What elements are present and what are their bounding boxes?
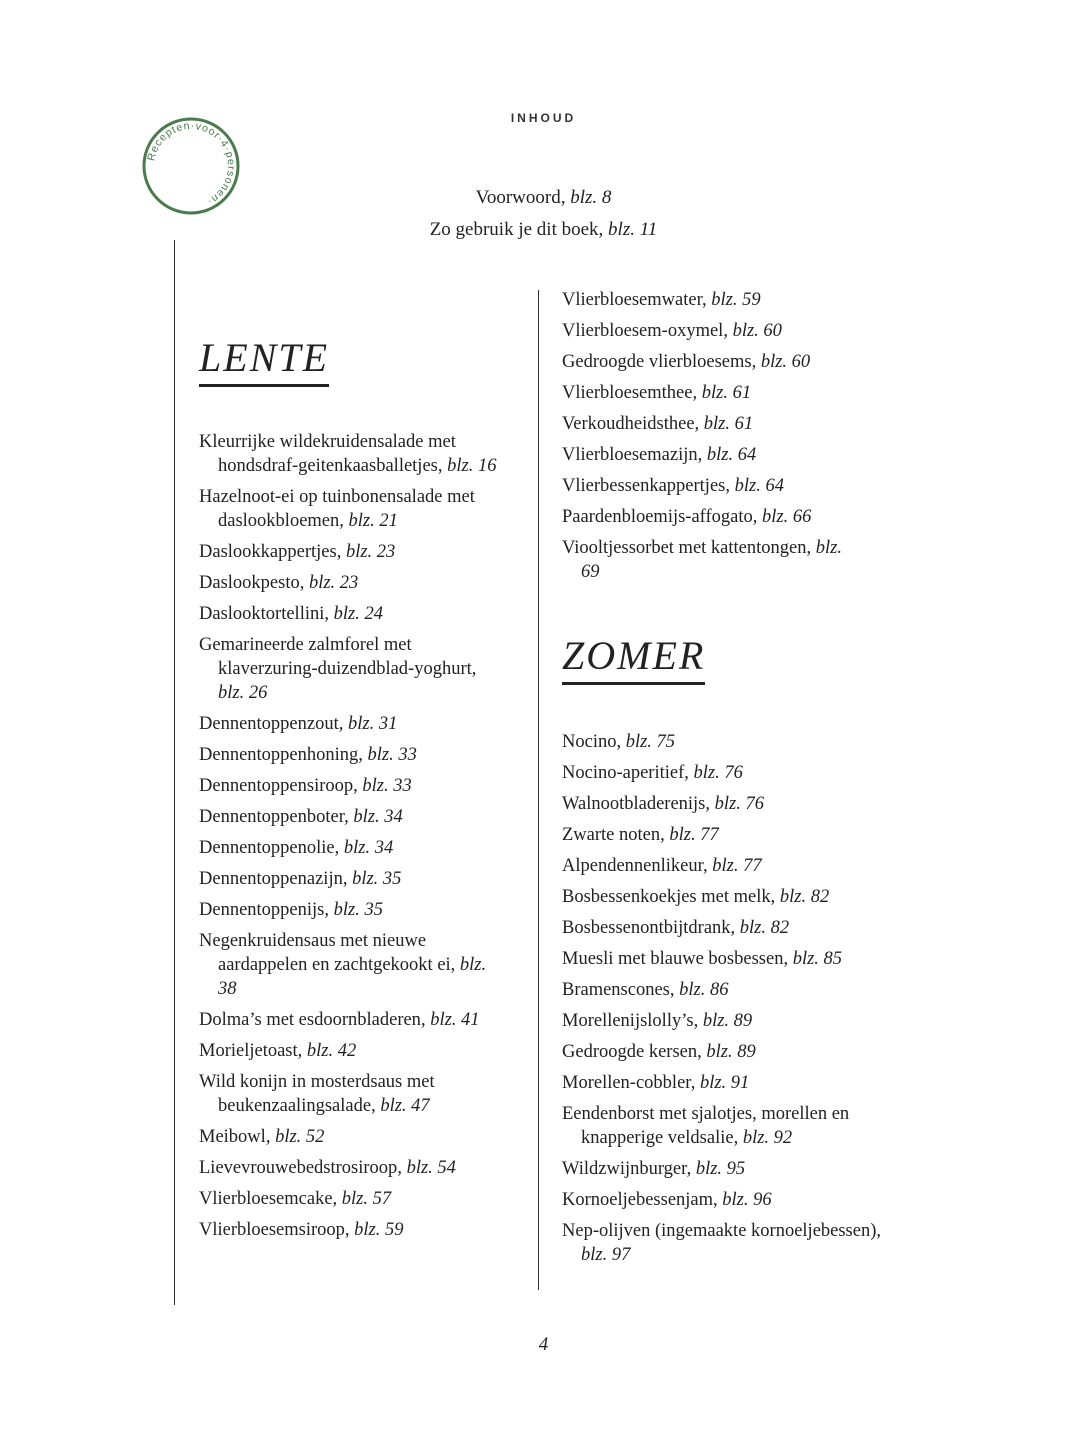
toc-entry-title: Negenkruidensaus met nieuwe aardappelen en zachtgekookt ei [199, 931, 451, 975]
toc-entry-title: Wildzwijnburger [562, 1159, 687, 1179]
toc-entry-title: Nocino [562, 732, 617, 752]
toc-entry-title: Dolma’s met esdoornbladeren [199, 1010, 421, 1030]
toc-entry-title: Nep-olijven (ingemaakte kornoeljebessen) [562, 1221, 877, 1241]
toc-entry-title: Vlierbloesemsiroop [199, 1220, 345, 1240]
toc-entry[interactable]: Vlierbloesem-oxymel, blz. 60 [562, 321, 782, 341]
toc-entry-title: Meibowl [199, 1127, 266, 1147]
intro-entry-how-to-use[interactable]: Zo gebruik je dit boek, blz. 11 [429, 219, 658, 240]
toc-entry-page: blz. 77 [712, 856, 762, 876]
column-divider-right [538, 290, 539, 1290]
toc-entry-page: blz. 34 [353, 807, 403, 827]
toc-entry-page: blz. 59 [354, 1220, 404, 1240]
toc-entry[interactable]: Vlierbloesemsiroop, blz. 59 [199, 1220, 404, 1240]
toc-entry-page: blz. 85 [792, 949, 843, 969]
toc-entry-page: blz. 35 [352, 869, 402, 889]
toc-entry-title: Dennentoppenhoning [199, 745, 359, 765]
toc-entry[interactable]: Verkoudheidsthee, blz. 61 [562, 414, 754, 434]
toc-entry[interactable]: Daslookkappertjes, blz. 23 [199, 542, 396, 562]
toc-entry-title: Dennentoppenazijn [199, 869, 343, 889]
page-number: 4 [538, 1334, 549, 1355]
toc-entry-title: Vlierbloesemthee [562, 383, 693, 403]
toc-entry-page: blz. 86 [679, 980, 729, 1000]
toc-entry-page: blz. 16 [447, 456, 497, 476]
toc-entry-title: Hazelnoot-ei op tuinbonensalade met daslookbloemen [199, 487, 475, 531]
toc-entry[interactable]: Gemarineerde zalmforel met klaverzuring-duizendblad-yoghurt, blz. 26 [199, 635, 477, 703]
toc-entry-page: blz. 52 [275, 1127, 325, 1147]
toc-entry[interactable]: Lievevrouwebedstrosiroop, blz. 54 [199, 1158, 456, 1178]
toc-entry[interactable]: Wild konijn in mosterdsaus met beukenzaalingsalade, blz. 47 [199, 1072, 435, 1116]
recipe-list-lente-continued [562, 288, 862, 591]
toc-entry-title: Vlierbloesemazijn [562, 445, 698, 465]
toc-entry[interactable]: Dennentoppenolie, blz. 34 [199, 838, 394, 858]
toc-entry-title: Vlierbloesemcake [199, 1189, 333, 1209]
toc-entry[interactable]: Viooltjessorbet met kattentongen, blz. 69 [562, 538, 842, 582]
toc-entry-title: Morellen-cobbler [562, 1073, 691, 1093]
toc-entry[interactable]: Bosbessenkoekjes met melk, blz. 82 [562, 887, 830, 907]
toc-entry[interactable]: Nep-olijven (ingemaakte kornoeljebessen), blz. 97 [562, 1221, 882, 1265]
toc-entry-page: blz. 33 [362, 776, 412, 796]
toc-entry-title: Zwarte noten [562, 825, 661, 845]
toc-entry-title: Dennentoppenolie [199, 838, 335, 858]
toc-entry-page: blz. 89 [702, 1011, 753, 1031]
toc-entry-title: Morellenijslolly’s [562, 1011, 694, 1031]
toc-entry-page: blz. 64 [706, 445, 757, 465]
toc-entry-page: blz. 82 [739, 918, 790, 938]
toc-entry-page: blz. 76 [693, 763, 743, 783]
toc-entry-title: Bramenscones [562, 980, 670, 1000]
toc-entry[interactable]: Dennentoppenazijn, blz. 35 [199, 869, 402, 889]
toc-entry-title: Wild konijn in mosterdsaus met beukenzaalingsalade [199, 1072, 435, 1116]
toc-entry-title: Bosbessenkoekjes met melk [562, 887, 771, 907]
recipe-list-zomer [562, 730, 882, 1274]
toc-entry-page: blz. 24 [333, 604, 383, 624]
toc-entry-page: blz. 82 [779, 887, 830, 907]
toc-entry[interactable]: Vlierbessenkappertjes, blz. 64 [562, 476, 784, 496]
toc-entry[interactable]: Walnootbladerenijs, blz. 76 [562, 794, 764, 814]
toc-entry-title: Muesli met blauwe bosbessen [562, 949, 784, 969]
toc-entry[interactable]: Bosbessenontbijtdrank, blz. 82 [562, 918, 790, 938]
toc-entry-title: Gedroogde vlierbloesems [562, 352, 752, 372]
toc-entry-page: blz. 97 [581, 1245, 631, 1265]
toc-entry-page: blz. 59 [711, 290, 761, 310]
toc-entry[interactable]: Dennentoppenzout, blz. 31 [199, 714, 398, 734]
toc-entry-title: Kleurrijke wildekruidensalade met hondsdraf-geitenkaasballetjes [199, 432, 456, 476]
toc-entry-page: blz. 75 [625, 732, 676, 752]
toc-entry[interactable]: Daslookpesto, blz. 23 [199, 573, 359, 593]
toc-entry-page: blz. 69 [581, 538, 842, 582]
toc-entry-title: Paardenbloemijs-affogato [562, 507, 753, 527]
toc-entry-title: Walnootbladerenijs [562, 794, 706, 814]
contents-heading: INHOUD [510, 111, 577, 125]
toc-entry-page: blz. 23 [308, 573, 359, 593]
toc-entry[interactable]: Meibowl, blz. 52 [199, 1127, 325, 1147]
section-title-lente: LENTE [199, 336, 329, 387]
toc-entry-page: blz. 54 [406, 1158, 456, 1178]
toc-entry-title: Viooltjessorbet met kattentongen [562, 538, 807, 558]
toc-entry[interactable]: Daslooktortellini, blz. 24 [199, 604, 383, 624]
toc-entry-page: blz. 21 [348, 511, 398, 531]
toc-entry-title: Gemarineerde zalmforel met klaverzuring-duizendblad-yoghurt [199, 635, 472, 679]
toc-entry-page: blz. 26 [218, 683, 268, 703]
toc-entry[interactable]: Hazelnoot-ei op tuinbonensalade met daslookbloemen, blz. 21 [199, 487, 475, 531]
toc-entry[interactable]: Bramenscones, blz. 86 [562, 980, 729, 1000]
toc-entry-title: Eendenborst met sjalotjes, morellen en knapperige veldsalie [562, 1104, 850, 1148]
toc-entry-page: blz. 64 [734, 476, 784, 496]
toc-entry-page: blz. 41 [430, 1010, 480, 1030]
toc-entry[interactable]: Wildzwijnburger, blz. 95 [562, 1159, 746, 1179]
toc-entry-page: blz. 61 [703, 414, 754, 434]
toc-entry-title: Dennentoppenzout [199, 714, 339, 734]
toc-entry-page: blz. 77 [669, 825, 719, 845]
toc-entry[interactable]: Nocino, blz. 75 [562, 732, 676, 752]
section-title-zomer: ZOMER [562, 634, 705, 685]
column-divider-left [174, 240, 175, 1305]
recipe-list-lente [199, 430, 499, 1249]
toc-entry-page: blz. 96 [722, 1190, 772, 1210]
toc-entry-title: Lievevrouwebedstrosiroop [199, 1158, 398, 1178]
toc-entry-title: Dennentoppenijs [199, 900, 325, 920]
toc-entry[interactable]: Paardenbloemijs-affogato, blz. 66 [562, 507, 812, 527]
toc-entry-title: Vlierbloesem-oxymel [562, 321, 724, 341]
toc-entry[interactable]: Muesli met blauwe bosbessen, blz. 85 [562, 949, 843, 969]
toc-entry-page: blz. 91 [699, 1073, 750, 1093]
toc-entry[interactable]: Vlierbloesemwater, blz. 59 [562, 290, 761, 310]
toc-entry-title: Nocino-aperitief [562, 763, 685, 783]
toc-entry-title: Daslookpesto [199, 573, 300, 593]
toc-entry[interactable]: Dennentoppenboter, blz. 34 [199, 807, 403, 827]
toc-entry[interactable]: Vlierbloesemazijn, blz. 64 [562, 445, 757, 465]
toc-entry-page: blz. 31 [348, 714, 398, 734]
toc-entry-title: Dennentoppensiroop [199, 776, 354, 796]
toc-entry[interactable]: Kleurrijke wildekruidensalade met hondsdraf-geitenkaasballetjes, blz. 16 [199, 432, 497, 476]
toc-entry-title: Vlierbloesemwater [562, 290, 703, 310]
toc-entry[interactable]: Dennentoppenijs, blz. 35 [199, 900, 383, 920]
toc-entry-page: blz. 57 [341, 1189, 392, 1209]
toc-entry-title: Daslookkappertjes [199, 542, 337, 562]
toc-entry[interactable]: Eendenborst met sjalotjes, morellen en knapperige veldsalie, blz. 92 [562, 1104, 850, 1148]
toc-entry-page: blz. 66 [762, 507, 812, 527]
toc-entry-page: blz. 60 [760, 352, 811, 372]
toc-entry[interactable]: Dennentoppenhoning, blz. 33 [199, 745, 417, 765]
toc-entry[interactable]: Alpendennenlikeur, blz. 77 [562, 856, 762, 876]
toc-entry-title: Alpendennenlikeur [562, 856, 704, 876]
toc-entry-page: blz. 23 [345, 542, 396, 562]
toc-entry-title: Morieljetoast [199, 1041, 298, 1061]
toc-entry[interactable]: Gedroogde vlierbloesems, blz. 60 [562, 352, 811, 372]
toc-entry-page: blz. 38 [218, 955, 487, 999]
toc-entry[interactable]: Nocino-aperitief, blz. 76 [562, 763, 743, 783]
toc-entry-title: Kornoeljebessenjam [562, 1190, 714, 1210]
toc-entry-title: Daslooktortellini [199, 604, 325, 624]
toc-entry[interactable]: Dennentoppensiroop, blz. 33 [199, 776, 412, 796]
intro-entries [0, 182, 1087, 246]
toc-entry-page: blz. 35 [333, 900, 383, 920]
toc-entry-title: Gedroogde kersen [562, 1042, 698, 1062]
toc-entry-title: Dennentoppenboter [199, 807, 345, 827]
toc-entry[interactable]: Vlierbloesemthee, blz. 61 [562, 383, 752, 403]
toc-entry[interactable]: Morellenijslolly’s, blz. 89 [562, 1011, 753, 1031]
toc-entry[interactable]: Gedroogde kersen, blz. 89 [562, 1042, 756, 1062]
toc-entry-page: blz. 92 [742, 1128, 793, 1148]
intro-entry-foreword[interactable]: Voorwoord, blz. 8 [475, 187, 612, 208]
toc-entry-page: blz. 61 [701, 383, 752, 403]
toc-entry-title: Verkoudheidsthee [562, 414, 695, 434]
toc-entry-page: blz. 42 [306, 1041, 357, 1061]
toc-entry-page: blz. 47 [380, 1096, 430, 1116]
toc-entry-title: Vlierbessenkappertjes [562, 476, 726, 496]
toc-entry-title: Bosbessenontbijtdrank [562, 918, 731, 938]
toc-entry[interactable]: Negenkruidensaus met nieuwe aardappelen en zachtgekookt ei, blz. 38 [199, 931, 487, 999]
toc-entry[interactable]: Kornoeljebessenjam, blz. 96 [562, 1190, 772, 1210]
toc-entry-page: blz. 95 [695, 1159, 746, 1179]
toc-entry-page: blz. 34 [343, 838, 394, 858]
toc-entry[interactable]: Zwarte noten, blz. 77 [562, 825, 719, 845]
toc-entry-page: blz. 76 [714, 794, 764, 814]
toc-entry[interactable]: Morellen-cobbler, blz. 91 [562, 1073, 750, 1093]
toc-entry[interactable]: Vlierbloesemcake, blz. 57 [199, 1189, 392, 1209]
toc-entry[interactable]: Dolma’s met esdoornbladeren, blz. 41 [199, 1010, 480, 1030]
toc-entry[interactable]: Morieljetoast, blz. 42 [199, 1041, 357, 1061]
svg-text:Recepten·voor·4·personen·: Recepten·voor·4·personen· [145, 119, 238, 208]
toc-entry-page: blz. 33 [367, 745, 417, 765]
toc-entry-page: blz. 89 [706, 1042, 756, 1062]
toc-entry-page: blz. 60 [732, 321, 782, 341]
